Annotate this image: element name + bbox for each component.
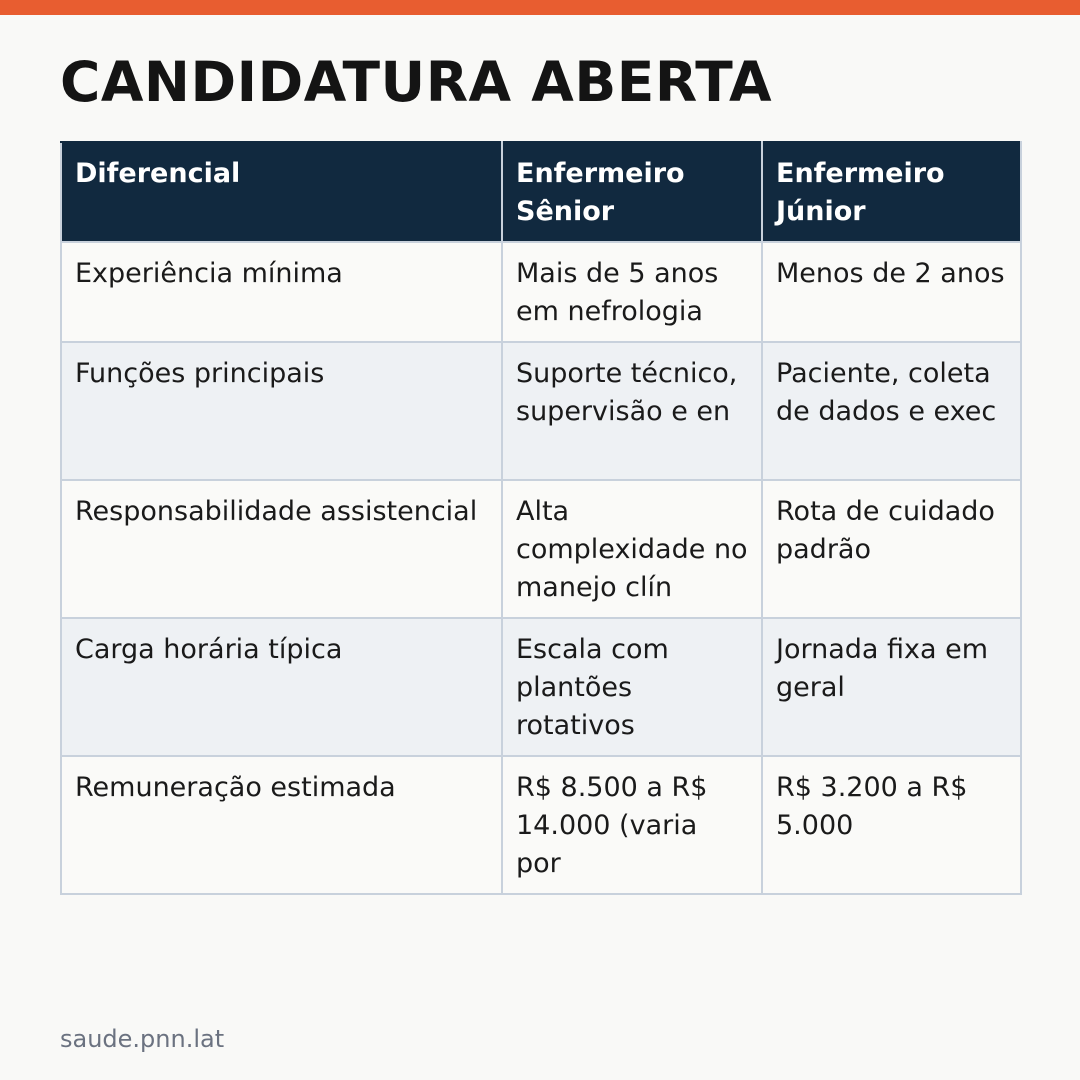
page-title: CANDIDATURA ABERTA (60, 50, 773, 114)
row-label: Funções principais (61, 342, 502, 480)
junior-cell: Paciente, coleta de dados e exec (762, 342, 1021, 480)
header-diferencial: Diferencial (61, 142, 502, 242)
junior-cell: Rota de cuidado padrão (762, 480, 1021, 618)
table-row (61, 618, 1021, 756)
row-label: Experiência mínima (61, 242, 502, 342)
row-label: Responsabilidade assistencial (61, 480, 502, 618)
junior-cell: R$ 3.200 a R$ 5.000 (762, 756, 1021, 894)
top-accent-bar (0, 0, 1080, 15)
junior-cell: Menos de 2 anos (762, 242, 1021, 342)
header-enfermeiro-senior: Enfermeiro Sênior (502, 142, 762, 242)
senior-cell: Escala com plantões rotativos (502, 618, 762, 756)
senior-cell: R$ 8.500 a R$ 14.000 (varia por (502, 756, 762, 894)
row-label: Remuneração estimada (61, 756, 502, 894)
senior-cell: Mais de 5 anos em nefrologia (502, 242, 762, 342)
senior-cell: Alta complexidade no manejo clín (502, 480, 762, 618)
senior-cell: Suporte técnico, supervisão e en (502, 342, 762, 480)
table-row (61, 242, 1021, 342)
footer-url: saude.pnn.lat (60, 1025, 225, 1053)
comparison-table (60, 141, 1022, 895)
table-row (61, 756, 1021, 894)
table-row (61, 342, 1021, 480)
table-header-row (61, 142, 1021, 242)
table-row (61, 480, 1021, 618)
header-enfermeiro-junior: Enfermeiro Júnior (762, 142, 1021, 242)
junior-cell: Jornada fixa em geral (762, 618, 1021, 756)
row-label: Carga horária típica (61, 618, 502, 756)
